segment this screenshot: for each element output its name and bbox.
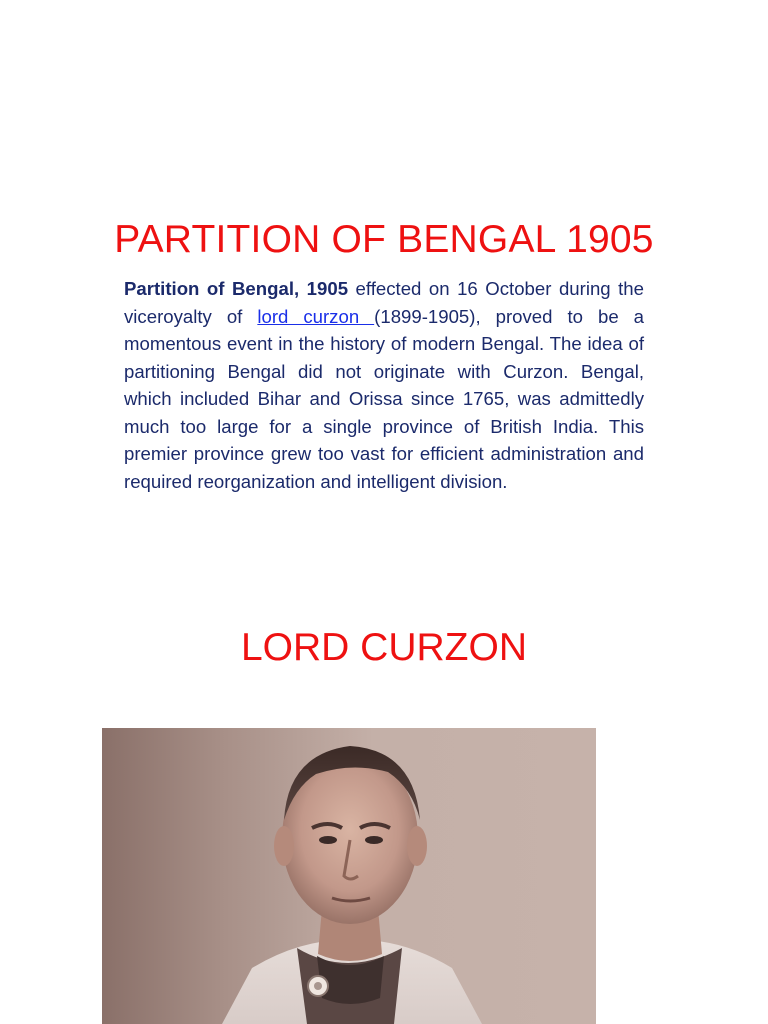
slide-title: PARTITION OF BENGAL 1905 bbox=[114, 218, 654, 261]
portrait-image bbox=[102, 728, 596, 1024]
section-title-lord-curzon: LORD CURZON bbox=[240, 626, 527, 669]
partition-paragraph bbox=[124, 275, 644, 495]
paragraph-lead: Partition of Bengal, 1905 bbox=[124, 278, 349, 299]
paragraph-part2: (1899-1905), proved to be a momentous event in the history of modern Bengal. The idea of partitioning Bengal did not originate with Curzon. Bengal, which included Bihar and Orissa since 1765, was admittedly much too large for a single province of British India. This premier province grew too vast for efficient administration and required reorganization and intelligent division. bbox=[124, 305, 644, 492]
paragraph-part1: effected on 16 October during the viceroyalty of bbox=[124, 278, 644, 327]
lord-curzon-portrait bbox=[102, 728, 596, 1024]
lord-curzon-link[interactable]: lord curzon bbox=[257, 305, 375, 327]
